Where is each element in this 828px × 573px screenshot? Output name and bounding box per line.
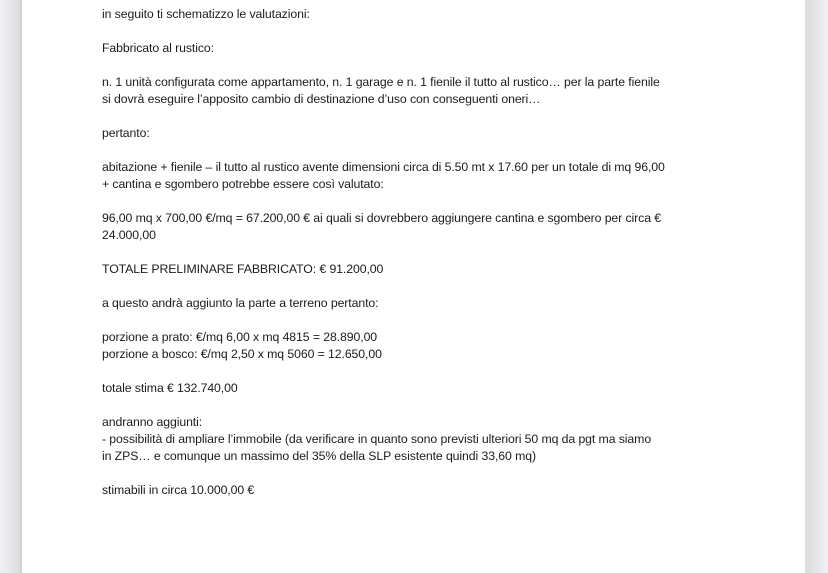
text-line: stimabili in circa 10.000,00 € bbox=[102, 483, 255, 497]
text-line: a questo andrà aggiunto la parte a terreno pertanto: bbox=[102, 296, 379, 310]
units-description bbox=[102, 74, 742, 108]
text-line: Fabbricato al rustico: bbox=[102, 41, 214, 55]
therefore-line bbox=[102, 125, 742, 142]
text-line: in ZPS… e comunque un massimo del 35% della SLP esistente quindi 33,60 mq) bbox=[102, 449, 536, 463]
calculation-paragraph bbox=[102, 210, 742, 244]
right-margin bbox=[805, 0, 828, 573]
text-line: abitazione + fienile – il tutto al rustico avente dimensioni circa di 5.50 mt x 17.60 per un totale di mq 96,00 bbox=[102, 160, 665, 174]
text-line: totale stima € 132.740,00 bbox=[102, 381, 238, 395]
additions-paragraph bbox=[102, 414, 742, 465]
text-line: + cantina e sgombero potrebbe essere così valutato: bbox=[102, 177, 384, 191]
text-line: andranno aggiunti: bbox=[102, 415, 203, 429]
intro-line bbox=[102, 6, 742, 23]
text-line: pertanto: bbox=[102, 126, 150, 140]
left-margin bbox=[0, 0, 22, 573]
text-line: porzione a prato: €/mq 6,00 x mq 4815 = 28.890,00 bbox=[102, 330, 378, 344]
dimensions-paragraph bbox=[102, 159, 742, 193]
text-line: in seguito ti schematizzo le valutazioni: bbox=[102, 7, 310, 21]
estimate-total bbox=[102, 380, 742, 397]
text-line: - possibilità di ampliare l’immobile (da verificare in quanto sono previsti ulteriori 50 mq da pgt ma siamo bbox=[102, 432, 652, 446]
text-line: n. 1 unità configurata come appartamento, n. 1 garage e n. 1 fienile il tutto al rustico… per la parte fienile bbox=[102, 75, 660, 89]
additions-estimate bbox=[102, 482, 742, 499]
text-line: porzione a bosco: €/mq 2,50 x mq 5060 = 12.650,00 bbox=[102, 347, 382, 361]
text-line: TOTALE PRELIMINARE FABBRICATO: € 91.200,00 bbox=[102, 262, 384, 276]
building-total bbox=[102, 261, 742, 278]
document-body bbox=[102, 6, 742, 516]
text-line: 96,00 mq x 700,00 €/mq = 67.200,00 € ai quali si dovrebbero aggiungere cantina e sgombero per circa € bbox=[102, 211, 662, 225]
land-intro bbox=[102, 295, 742, 312]
text-line: 24.000,00 bbox=[102, 228, 156, 242]
text-line: si dovrà eseguire l’apposito cambio di destinazione d’uso con conseguenti oneri… bbox=[102, 92, 541, 106]
land-portions bbox=[102, 329, 742, 363]
building-heading bbox=[102, 40, 742, 57]
